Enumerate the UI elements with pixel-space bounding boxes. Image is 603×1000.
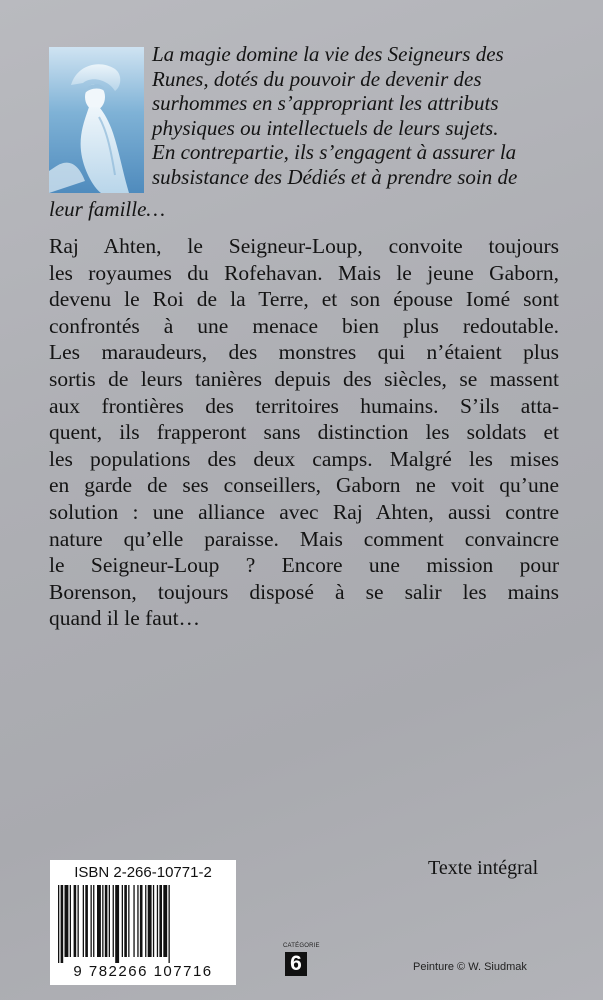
intro-line: En contrepartie, ils s’engagent à assurer la (152, 140, 517, 164)
synopsis-line: les royaumes du Rofehavan. Mais le jeune Gaborn, (49, 260, 559, 285)
intro-line: surhommes en s’appropriant les attributs (152, 91, 499, 115)
synopsis-line: confrontés à une menace bien plus redoutable. (49, 313, 559, 338)
barcode-icon (56, 885, 230, 963)
synopsis-line: Les maraudeurs, des monstres qui n’étaient plus (49, 340, 559, 365)
synopsis-paragraph (49, 233, 559, 632)
synopsis-line: aux frontières des territoires humains. S’ils atta- (49, 393, 559, 418)
ean-number: 9 782266 107716 (73, 963, 213, 980)
synopsis-line: quent, ils frapperont sans distinction les soldats et (49, 420, 559, 445)
synopsis-line: Borenson, toujours disposé à se salir les mains (49, 579, 559, 604)
intro-italic-paragraph (152, 42, 572, 189)
intro-line: physiques ou intellectuels de leurs sujets. (152, 115, 499, 140)
cover-credit: Peinture © W. Siudmak (413, 961, 527, 973)
category-number: 6 (285, 952, 307, 976)
intro-italic-tail: leur famille… (49, 197, 166, 221)
synopsis-line: en garde de ses conseillers, Gaborn ne voit qu’une (49, 473, 559, 498)
category-badge (283, 943, 320, 977)
synopsis-line: nature qu’elle paraisse. Mais comment convaincre (49, 526, 559, 551)
synopsis-line: le Seigneur-Loup ? Encore une mission pour (49, 553, 559, 578)
synopsis-line: solution : une alliance avec Raj Ahten, aussi contre (49, 499, 559, 524)
synopsis-line: Raj Ahten, le Seigneur-Loup, convoite toujours (49, 234, 559, 258)
isbn-barcode (50, 860, 236, 985)
texte-integral-label: Texte intégral (428, 857, 539, 879)
synopsis-line: quand il le faut… (49, 606, 201, 631)
synopsis-line: devenu le Roi de la Terre, et son épouse Iomé sont (49, 287, 559, 312)
intro-line: La magie domine la vie des Seigneurs des (152, 42, 504, 66)
intro-line: Runes, dotés du pouvoir de devenir des (152, 66, 482, 91)
category-label: CATÉGORIE (283, 943, 320, 949)
synopsis-line: les populations des deux camps. Malgré les mises (49, 446, 559, 471)
synopsis-line: sortis de leurs tanières depuis des siècles, se massent (49, 366, 559, 391)
intro-line: subsistance des Dédiés et à prendre soin de (152, 164, 518, 189)
isbn-number: ISBN 2-266-10771-2 (74, 864, 212, 881)
cover-thumbnail-image (49, 47, 144, 193)
